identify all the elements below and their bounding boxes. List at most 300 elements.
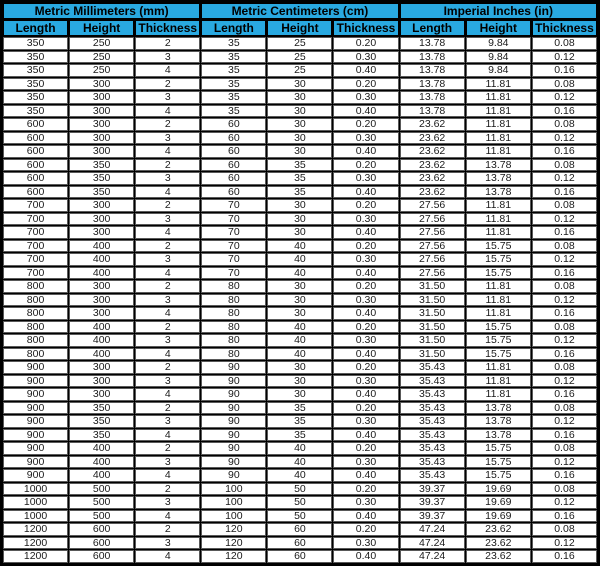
cell: 300 xyxy=(69,226,134,239)
cell: 70 xyxy=(201,267,266,280)
cell: 3 xyxy=(135,51,200,64)
cell: 350 xyxy=(69,172,134,185)
cell: 4 xyxy=(135,267,200,280)
cell: 31.50 xyxy=(400,294,465,307)
cell: 60 xyxy=(201,172,266,185)
cell: 30 xyxy=(267,199,332,212)
cell: 15.75 xyxy=(466,442,531,455)
cell: 0.16 xyxy=(532,348,597,361)
cell: 0.16 xyxy=(532,226,597,239)
cell: 19.69 xyxy=(466,510,531,523)
cell: 3 xyxy=(135,172,200,185)
cell: 300 xyxy=(69,294,134,307)
cell: 35 xyxy=(267,186,332,199)
cell: 0.08 xyxy=(532,280,597,293)
cell: 0.16 xyxy=(532,388,597,401)
cell: 60 xyxy=(201,118,266,131)
table-row xyxy=(3,64,597,77)
cell: 4 xyxy=(135,469,200,482)
cell: 70 xyxy=(201,213,266,226)
cell: 0.30 xyxy=(333,415,398,428)
cell: 3 xyxy=(135,375,200,388)
cell: 4 xyxy=(135,510,200,523)
cell: 23.62 xyxy=(466,537,531,550)
cell: 39.37 xyxy=(400,483,465,496)
cell: 35 xyxy=(267,402,332,415)
cell: 900 xyxy=(3,469,68,482)
cell: 3 xyxy=(135,253,200,266)
cell: 900 xyxy=(3,375,68,388)
cell: 4 xyxy=(135,226,200,239)
cell: 60 xyxy=(201,159,266,172)
cell: 0.40 xyxy=(333,469,398,482)
cell: 9.84 xyxy=(466,37,531,50)
cell: 800 xyxy=(3,348,68,361)
cell: 4 xyxy=(135,348,200,361)
cell: 1200 xyxy=(3,523,68,536)
table-row xyxy=(3,253,597,266)
cell: 0.30 xyxy=(333,334,398,347)
cell: 600 xyxy=(3,172,68,185)
table-row xyxy=(3,469,597,482)
cell: 300 xyxy=(69,118,134,131)
cell: 3 xyxy=(135,537,200,550)
cell: 11.81 xyxy=(466,226,531,239)
cell: 0.08 xyxy=(532,361,597,374)
cell: 60 xyxy=(201,145,266,158)
table-row xyxy=(3,537,597,550)
cell: 30 xyxy=(267,375,332,388)
cell: 300 xyxy=(69,361,134,374)
cell: 0.16 xyxy=(532,469,597,482)
table-row xyxy=(3,78,597,91)
table-body xyxy=(3,37,597,563)
cell: 11.81 xyxy=(466,105,531,118)
cell: 800 xyxy=(3,334,68,347)
cell: 4 xyxy=(135,550,200,563)
cell: 300 xyxy=(69,280,134,293)
cell: 0.20 xyxy=(333,159,398,172)
cell: 0.16 xyxy=(532,307,597,320)
cell: 100 xyxy=(201,496,266,509)
cell: 500 xyxy=(69,496,134,509)
cell: 250 xyxy=(69,64,134,77)
cell: 2 xyxy=(135,37,200,50)
cell: 0.08 xyxy=(532,321,597,334)
cell: 40 xyxy=(267,348,332,361)
cell: 300 xyxy=(69,307,134,320)
cell: 35 xyxy=(201,64,266,77)
cell: 15.75 xyxy=(466,253,531,266)
cell: 0.30 xyxy=(333,496,398,509)
cell: 3 xyxy=(135,213,200,226)
cell: 70 xyxy=(201,253,266,266)
cell: 800 xyxy=(3,307,68,320)
cell: 11.81 xyxy=(466,213,531,226)
cell: 0.16 xyxy=(532,550,597,563)
cell: 350 xyxy=(69,186,134,199)
cell: 350 xyxy=(3,105,68,118)
cell: 31.50 xyxy=(400,348,465,361)
cell: 0.16 xyxy=(532,429,597,442)
cell: 0.20 xyxy=(333,280,398,293)
cell: 900 xyxy=(3,442,68,455)
cell: 23.62 xyxy=(400,172,465,185)
cell: 0.20 xyxy=(333,240,398,253)
cell: 120 xyxy=(201,537,266,550)
cell: 15.75 xyxy=(466,469,531,482)
cell: 13.78 xyxy=(400,105,465,118)
cell: 0.08 xyxy=(532,37,597,50)
cell: 3 xyxy=(135,456,200,469)
cell: 400 xyxy=(69,240,134,253)
cell: 9.84 xyxy=(466,51,531,64)
cell: 0.12 xyxy=(532,334,597,347)
cell: 350 xyxy=(3,64,68,77)
cell: 23.62 xyxy=(400,132,465,145)
cell: 30 xyxy=(267,145,332,158)
cell: 90 xyxy=(201,388,266,401)
cell: 0.30 xyxy=(333,375,398,388)
cell: 40 xyxy=(267,321,332,334)
cell: 19.69 xyxy=(466,496,531,509)
cell: 0.30 xyxy=(333,172,398,185)
cell: 30 xyxy=(267,213,332,226)
cell: 700 xyxy=(3,253,68,266)
table-row xyxy=(3,523,597,536)
cell: 0.30 xyxy=(333,456,398,469)
cell: 11.81 xyxy=(466,280,531,293)
cell: 2 xyxy=(135,361,200,374)
cell: 3 xyxy=(135,91,200,104)
cell: 30 xyxy=(267,78,332,91)
cell: 60 xyxy=(267,537,332,550)
cell: 47.24 xyxy=(400,537,465,550)
cell: 90 xyxy=(201,415,266,428)
cell: 700 xyxy=(3,267,68,280)
table-row xyxy=(3,280,597,293)
cell: 11.81 xyxy=(466,294,531,307)
cell: 600 xyxy=(69,537,134,550)
cell: 0.30 xyxy=(333,253,398,266)
cell: 80 xyxy=(201,280,266,293)
cell: 80 xyxy=(201,334,266,347)
cell: 400 xyxy=(69,334,134,347)
cell: 60 xyxy=(201,132,266,145)
cell: 300 xyxy=(69,105,134,118)
cell: 0.12 xyxy=(532,496,597,509)
cell: 11.81 xyxy=(466,118,531,131)
cell: 2 xyxy=(135,280,200,293)
cell: 0.40 xyxy=(333,186,398,199)
cell: 0.40 xyxy=(333,267,398,280)
table-row xyxy=(3,105,597,118)
table-row xyxy=(3,321,597,334)
cell: 39.37 xyxy=(400,510,465,523)
table-row xyxy=(3,267,597,280)
table-row xyxy=(3,37,597,50)
cell: 120 xyxy=(201,523,266,536)
cell: 0.20 xyxy=(333,118,398,131)
cell: 400 xyxy=(69,267,134,280)
cell: 60 xyxy=(201,186,266,199)
cell: 13.78 xyxy=(400,37,465,50)
cell: 300 xyxy=(69,91,134,104)
cell: 700 xyxy=(3,226,68,239)
group-header-row xyxy=(3,3,597,19)
cell: 3 xyxy=(135,334,200,347)
cell: 90 xyxy=(201,456,266,469)
cell: 40 xyxy=(267,240,332,253)
cell: 300 xyxy=(69,145,134,158)
table-row xyxy=(3,496,597,509)
cell: 11.81 xyxy=(466,307,531,320)
cell: 0.08 xyxy=(532,483,597,496)
cell: 30 xyxy=(267,361,332,374)
table-row xyxy=(3,375,597,388)
cell: 3 xyxy=(135,294,200,307)
cell: 13.78 xyxy=(466,415,531,428)
cell: 400 xyxy=(69,469,134,482)
cell: 13.78 xyxy=(400,91,465,104)
cell: 13.78 xyxy=(400,64,465,77)
cell: 0.12 xyxy=(532,375,597,388)
cell: 35.43 xyxy=(400,415,465,428)
cell: 0.08 xyxy=(532,240,597,253)
column-header-in-height: Height xyxy=(466,20,531,36)
cell: 40 xyxy=(267,442,332,455)
table-row xyxy=(3,348,597,361)
cell: 800 xyxy=(3,280,68,293)
cell: 0.40 xyxy=(333,348,398,361)
table-row xyxy=(3,226,597,239)
cell: 30 xyxy=(267,388,332,401)
cell: 0.20 xyxy=(333,523,398,536)
cell: 0.12 xyxy=(532,132,597,145)
cell: 35.43 xyxy=(400,361,465,374)
cell: 35.43 xyxy=(400,456,465,469)
cell: 0.12 xyxy=(532,213,597,226)
cell: 40 xyxy=(267,456,332,469)
cell: 0.12 xyxy=(532,415,597,428)
cell: 2 xyxy=(135,442,200,455)
cell: 47.24 xyxy=(400,550,465,563)
cell: 0.20 xyxy=(333,442,398,455)
cell: 35.43 xyxy=(400,388,465,401)
cell: 13.78 xyxy=(466,402,531,415)
cell: 250 xyxy=(69,51,134,64)
cell: 30 xyxy=(267,118,332,131)
cell: 90 xyxy=(201,402,266,415)
cell: 70 xyxy=(201,240,266,253)
cell: 0.40 xyxy=(333,550,398,563)
cell: 300 xyxy=(69,199,134,212)
cell: 4 xyxy=(135,145,200,158)
table-row xyxy=(3,456,597,469)
column-header-mm-thickness: Thickness xyxy=(135,20,200,36)
cell: 70 xyxy=(201,226,266,239)
cell: 1200 xyxy=(3,550,68,563)
cell: 0.20 xyxy=(333,37,398,50)
cell: 39.37 xyxy=(400,496,465,509)
cell: 350 xyxy=(69,402,134,415)
table-row xyxy=(3,240,597,253)
cell: 4 xyxy=(135,105,200,118)
cell: 0.08 xyxy=(532,402,597,415)
cell: 0.16 xyxy=(532,145,597,158)
table-row xyxy=(3,294,597,307)
cell: 80 xyxy=(201,294,266,307)
table-row xyxy=(3,213,597,226)
cell: 31.50 xyxy=(400,334,465,347)
cell: 2 xyxy=(135,523,200,536)
cell: 2 xyxy=(135,321,200,334)
cell: 0.16 xyxy=(532,105,597,118)
table-row xyxy=(3,388,597,401)
cell: 15.75 xyxy=(466,240,531,253)
cell: 300 xyxy=(69,375,134,388)
cell: 40 xyxy=(267,267,332,280)
cell: 23.62 xyxy=(400,159,465,172)
cell: 11.81 xyxy=(466,132,531,145)
cell: 90 xyxy=(201,429,266,442)
cell: 0.12 xyxy=(532,537,597,550)
cell: 0.40 xyxy=(333,105,398,118)
cell: 0.16 xyxy=(532,267,597,280)
cell: 0.16 xyxy=(532,510,597,523)
cell: 35 xyxy=(201,105,266,118)
cell: 19.69 xyxy=(466,483,531,496)
table-row xyxy=(3,186,597,199)
cell: 1000 xyxy=(3,510,68,523)
cell: 30 xyxy=(267,226,332,239)
cell: 40 xyxy=(267,253,332,266)
cell: 30 xyxy=(267,294,332,307)
cell: 400 xyxy=(69,442,134,455)
cell: 31.50 xyxy=(400,307,465,320)
cell: 23.62 xyxy=(400,118,465,131)
cell: 1200 xyxy=(3,537,68,550)
cell: 30 xyxy=(267,91,332,104)
cell: 600 xyxy=(69,550,134,563)
column-header-row xyxy=(3,20,597,36)
cell: 35 xyxy=(201,37,266,50)
group-header-metric-mm: Metric Millimeters (mm) xyxy=(3,3,200,19)
cell: 400 xyxy=(69,321,134,334)
column-header-mm-length: Length xyxy=(3,20,68,36)
cell: 35 xyxy=(267,159,332,172)
cell: 27.56 xyxy=(400,226,465,239)
cell: 35 xyxy=(201,91,266,104)
cell: 250 xyxy=(69,37,134,50)
cell: 350 xyxy=(3,78,68,91)
cell: 23.62 xyxy=(400,186,465,199)
cell: 50 xyxy=(267,483,332,496)
cell: 900 xyxy=(3,361,68,374)
cell: 350 xyxy=(3,51,68,64)
group-header-imperial-in: Imperial Inches (in) xyxy=(400,3,597,19)
cell: 350 xyxy=(3,91,68,104)
group-header-metric-cm: Metric Centimeters (cm) xyxy=(201,3,398,19)
table-row xyxy=(3,199,597,212)
table-row xyxy=(3,402,597,415)
cell: 100 xyxy=(201,483,266,496)
cell: 0.30 xyxy=(333,91,398,104)
cell: 13.78 xyxy=(466,159,531,172)
cell: 0.20 xyxy=(333,361,398,374)
cell: 0.40 xyxy=(333,64,398,77)
cell: 2 xyxy=(135,402,200,415)
cell: 0.30 xyxy=(333,132,398,145)
cell: 800 xyxy=(3,321,68,334)
cell: 15.75 xyxy=(466,456,531,469)
cell: 400 xyxy=(69,253,134,266)
cell: 300 xyxy=(69,213,134,226)
cell: 900 xyxy=(3,388,68,401)
cell: 11.81 xyxy=(466,78,531,91)
table-row xyxy=(3,415,597,428)
cell: 15.75 xyxy=(466,334,531,347)
table-row xyxy=(3,91,597,104)
cell: 60 xyxy=(267,523,332,536)
cell: 900 xyxy=(3,415,68,428)
cell: 600 xyxy=(69,523,134,536)
cell: 13.78 xyxy=(400,78,465,91)
cell: 35.43 xyxy=(400,375,465,388)
cell: 350 xyxy=(3,37,68,50)
cell: 300 xyxy=(69,388,134,401)
cell: 0.40 xyxy=(333,307,398,320)
cell: 400 xyxy=(69,456,134,469)
cell: 400 xyxy=(69,348,134,361)
cell: 30 xyxy=(267,307,332,320)
cell: 13.78 xyxy=(400,51,465,64)
cell: 40 xyxy=(267,469,332,482)
cell: 9.84 xyxy=(466,64,531,77)
column-header-mm-height: Height xyxy=(69,20,134,36)
cell: 11.81 xyxy=(466,199,531,212)
cell: 3 xyxy=(135,132,200,145)
cell: 600 xyxy=(3,132,68,145)
cell: 0.20 xyxy=(333,78,398,91)
cell: 4 xyxy=(135,307,200,320)
cell: 80 xyxy=(201,307,266,320)
cell: 700 xyxy=(3,199,68,212)
cell: 0.30 xyxy=(333,537,398,550)
cell: 1000 xyxy=(3,496,68,509)
cell: 4 xyxy=(135,388,200,401)
cell: 30 xyxy=(267,280,332,293)
cell: 11.81 xyxy=(466,375,531,388)
cell: 0.08 xyxy=(532,523,597,536)
cell: 600 xyxy=(3,118,68,131)
cell: 70 xyxy=(201,199,266,212)
cell: 900 xyxy=(3,429,68,442)
cell: 4 xyxy=(135,64,200,77)
cell: 0.20 xyxy=(333,483,398,496)
cell: 31.50 xyxy=(400,321,465,334)
column-header-cm-thickness: Thickness xyxy=(333,20,398,36)
cell: 80 xyxy=(201,321,266,334)
cell: 0.12 xyxy=(532,51,597,64)
cell: 2 xyxy=(135,159,200,172)
cell: 0.20 xyxy=(333,402,398,415)
cell: 0.30 xyxy=(333,213,398,226)
table-row xyxy=(3,51,597,64)
cell: 600 xyxy=(3,159,68,172)
cell: 0.20 xyxy=(333,321,398,334)
cell: 2 xyxy=(135,199,200,212)
